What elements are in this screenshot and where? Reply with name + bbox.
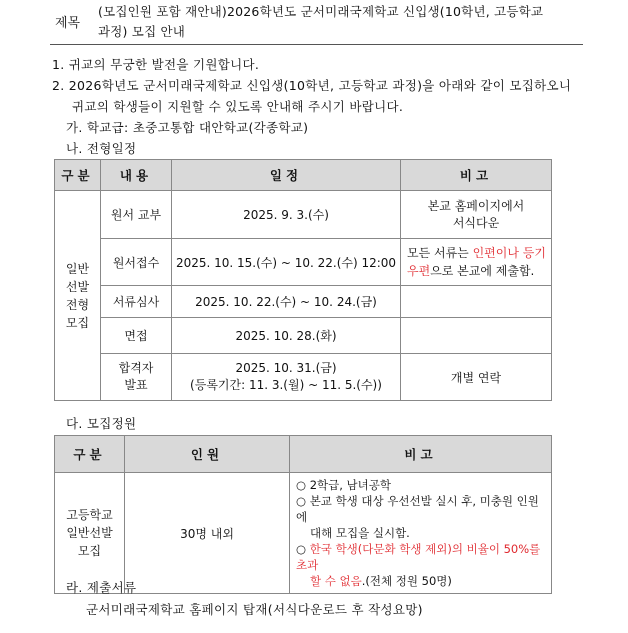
table-row xyxy=(55,191,552,239)
section-da: 다. 모집정원 xyxy=(66,416,137,431)
subject-text xyxy=(98,2,583,42)
quota-bullet-3: ○ 한국 학생(다문화 학생 제외)의 비율이 50%를 초과 xyxy=(296,542,541,572)
schedule-note: 본교 홈페이지에서 서식다운 xyxy=(401,191,552,239)
schedule-date: 2025. 9. 3.(수) xyxy=(172,191,401,239)
table-row xyxy=(55,473,552,594)
schedule-content: 면접 xyxy=(101,318,172,354)
schedule-note: 개별 연락 xyxy=(401,354,552,401)
schedule-note xyxy=(401,286,552,318)
schedule-date: 2025. 10. 22.(수) ~ 10. 24.(금) xyxy=(172,286,401,318)
table-row xyxy=(55,354,552,401)
section-ra-text: 군서미래국제학교 홈페이지 탑재(서식다운로드 후 작성요망) xyxy=(86,602,423,617)
quota-note: ○ 2학급, 남녀공학 ○ 본교 학생 대상 우선선발 실시 후, 미충원 인원에 대해 모집을 실시함. ○ 한국 학생(다문화 학생 제외)의 비율이 50%를 초과 할 수 없음.(전체 정원 50명) xyxy=(290,473,552,594)
body-item-2: 2. 2026학년도 군서미래국제학교 신입생(10학년, 고등학교 과정)을 아래와 같이 모집하오니 xyxy=(52,78,572,93)
schedule-note: 모든 서류는 인편이나 등기 우편으로 본교에 제출함. xyxy=(401,239,552,286)
schedule-date: 2025. 10. 28.(화) xyxy=(172,318,401,354)
quota-category: 고등학교 일반선발 모집 xyxy=(55,473,125,594)
quota-header-category: 구분 xyxy=(55,436,125,473)
schedule-header-note: 비고 xyxy=(401,160,552,191)
table-row xyxy=(55,239,552,286)
schedule-header-category: 구분 xyxy=(55,160,101,191)
subject-line-2: 과정) 모집 안내 xyxy=(98,24,186,39)
subject-line-1: (모집인원 포함 재안내)2026학년도 군서미래국제학교 신입생(10학년, 고등학교 xyxy=(98,4,544,19)
schedule-note xyxy=(401,318,552,354)
section-ra: 라. 제출서류 xyxy=(66,580,137,595)
subject-label: 제목 xyxy=(55,16,81,31)
section-na: 나. 전형일정 xyxy=(66,141,137,156)
schedule-content: 서류심사 xyxy=(101,286,172,318)
schedule-header-date: 일정 xyxy=(172,160,401,191)
schedule-group-cell: 일반 선발 전형 모집 xyxy=(55,191,101,401)
quota-table xyxy=(54,435,552,594)
schedule-content: 합격자 발표 xyxy=(101,354,172,401)
schedule-content: 원서접수 xyxy=(101,239,172,286)
quota-bullet-1: ○ 2학급, 남녀공학 xyxy=(296,478,391,492)
schedule-date: 2025. 10. 15.(수) ~ 10. 22.(수) 12:00 xyxy=(172,239,401,286)
quota-count: 30명 내외 xyxy=(125,473,290,594)
table-row xyxy=(55,286,552,318)
quota-bullet-2: ○ 본교 학생 대상 우선선발 실시 후, 미충원 인원에 xyxy=(296,494,539,524)
table-row xyxy=(55,318,552,354)
quota-header-count: 인원 xyxy=(125,436,290,473)
schedule-content: 원서 교부 xyxy=(101,191,172,239)
body-item-1: 1. 귀교의 무궁한 발전을 기원합니다. xyxy=(52,57,260,72)
subject-block xyxy=(50,0,583,45)
schedule-table xyxy=(54,159,552,401)
quota-header-note: 비고 xyxy=(290,436,552,473)
section-ga: 가. 학교급: 초중고통합 대안학교(각종학교) xyxy=(66,120,309,135)
schedule-date: 2025. 10. 31.(금) (등록기간: 11. 3.(월) ~ 11. 5.(수)) xyxy=(172,354,401,401)
schedule-header-content: 내용 xyxy=(101,160,172,191)
body-item-2-cont: 귀교의 학생들이 지원할 수 있도록 안내해 주시기 바랍니다. xyxy=(72,99,404,114)
